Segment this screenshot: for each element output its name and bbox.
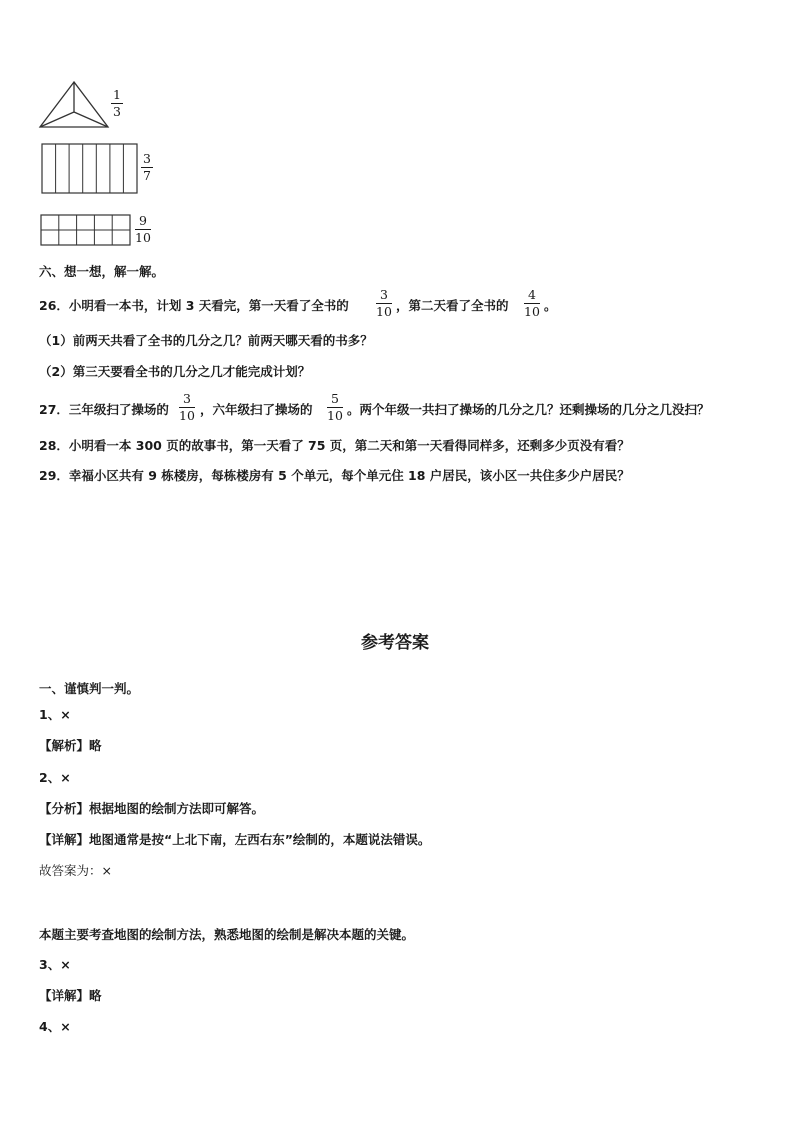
section-6-heading: 六、想一想，解一解。 [39,264,165,279]
fraction-numerator: 5 [330,391,339,406]
answer-3-detail: 【详解】略 [39,988,102,1003]
answer-1-analysis: 【解析】略 [39,738,102,753]
grid-5x2-figure [40,214,132,248]
answer-1: 1、× [39,707,71,722]
q27-fraction-1 [179,392,195,423]
fraction-denominator: 10 [376,304,392,319]
question-26-prefix: 26．小明看一本书，计划 3 天看完，第一天看了全书的 [39,298,349,313]
answer-2-summary: 本题主要考查地图的绘制方法，熟悉地图的绘制是解决本题的关键。 [39,927,415,942]
question-26-suffix: 。 [544,298,557,313]
fraction-numerator: 3 [379,287,388,302]
rectangle-7-columns-figure [41,143,139,195]
answers-title: 参考答案 [361,633,429,653]
answer-2-final: 故答案为：× [39,863,112,878]
question-29: 29．幸福小区共有 9 栋楼房，每栋楼房有 5 个单元，每个单元住 18 户居民，该小区一共住多少户居民？ [39,468,630,483]
fraction-denominator: 10 [179,408,195,423]
answer-2-detail: 【详解】地图通常是按“上北下南，左西右东”绘制的，本题说法错误。 [39,832,431,847]
answers-section-1: 一、谨慎判一判。 [39,681,140,696]
fraction-numerator: 3 [143,151,151,166]
q26-fraction-2 [524,288,540,319]
answer-4: 4、× [39,1019,71,1034]
fraction-numerator: 9 [138,213,147,228]
figure3-fraction [135,214,151,245]
question-26-sub-2: （2）第三天要看全书的几分之几才能完成计划？ [39,364,311,379]
fraction-numerator: 1 [113,87,121,102]
fraction-denominator: 10 [327,408,343,423]
question-28: 28．小明看一本 300 页的故事书，第一天看了 75 页，第二天和第一天看得同样多，还剩多少页没有看？ [39,438,630,453]
figure1-fraction [111,88,123,119]
fraction-denominator: 10 [135,230,151,245]
fraction-numerator: 3 [182,391,191,406]
fraction-denominator: 3 [113,104,121,119]
fraction-denominator: 7 [143,168,151,183]
question-27-suffix: 。两个年级一共扫了操场的几分之几？还剩操场的几分之几没扫？ [347,402,710,417]
fraction-denominator: 10 [524,304,540,319]
question-26-mid: ，第二天看了全书的 [396,298,509,313]
q26-fraction-1 [376,288,392,319]
q27-fraction-2 [327,392,343,423]
question-26-sub-1: （1）前两天共看了全书的几分之几？前两天哪天看的书多？ [39,333,373,348]
answer-3: 3、× [39,957,71,972]
question-27-prefix: 27．三年级扫了操场的 [39,402,169,417]
answer-2: 2、× [39,770,71,785]
figure2-fraction [141,152,153,183]
question-27-mid: ，六年级扫了操场的 [200,402,313,417]
answer-2-analysis: 【分析】根据地图的绘制方法即可解答。 [39,801,265,816]
fraction-numerator: 4 [527,287,536,302]
triangle-figure [38,80,110,130]
